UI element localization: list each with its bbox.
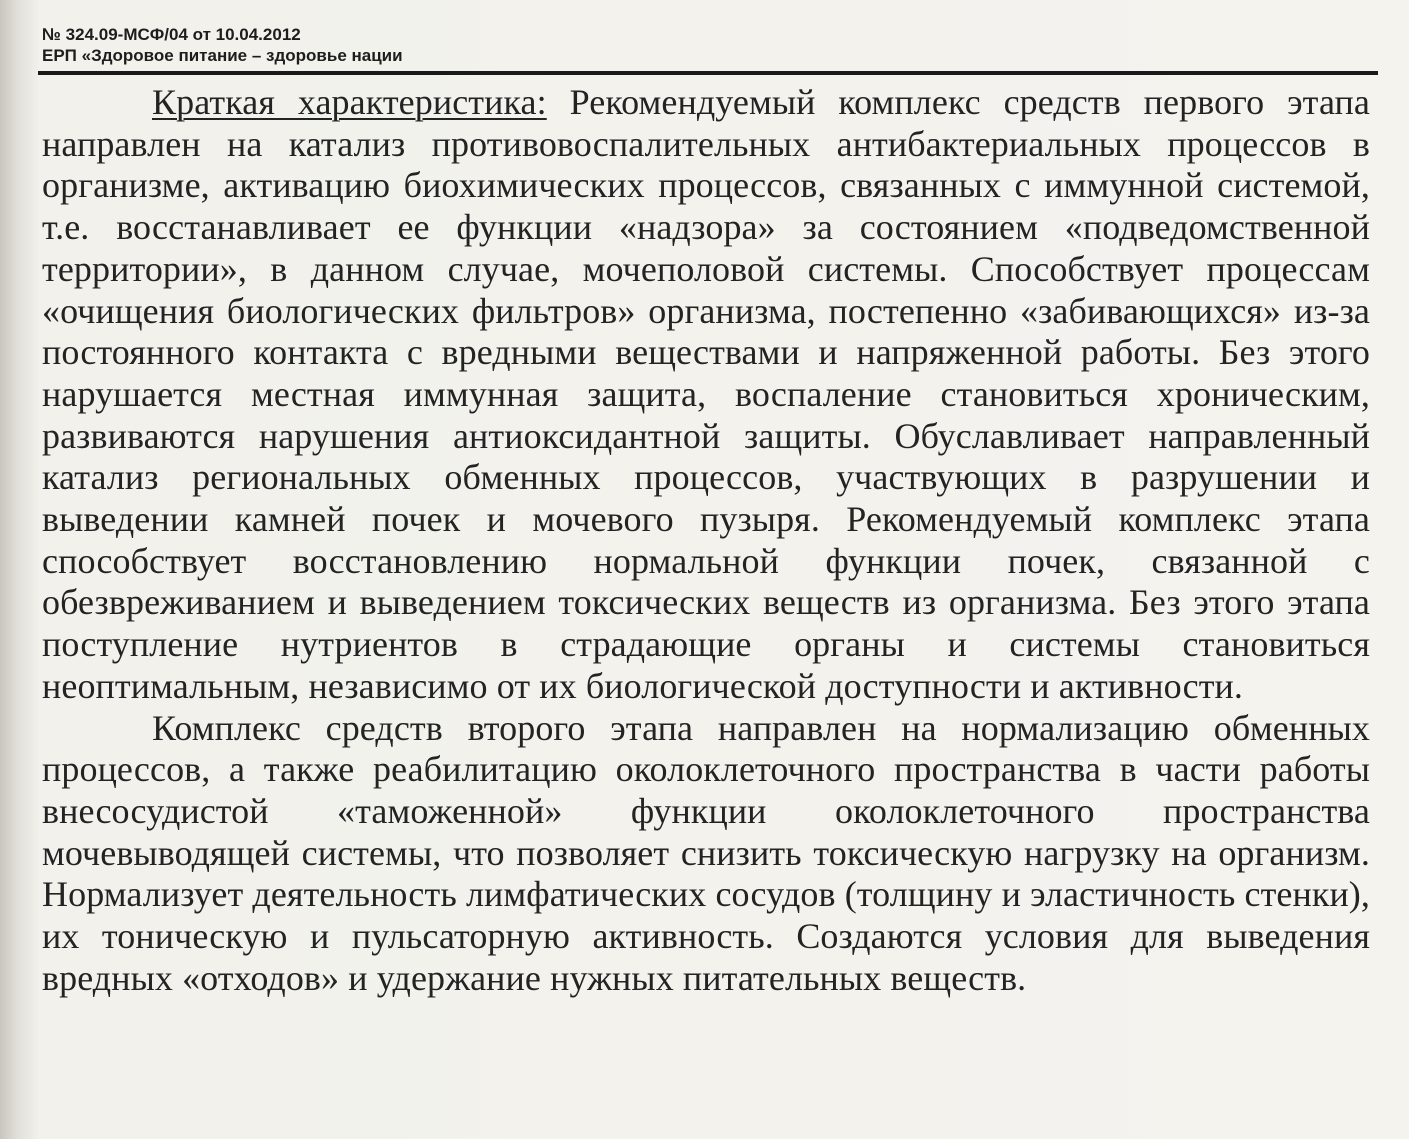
header-program-title: ЕРП «Здоровое питание – здоровье нации	[42, 46, 403, 65]
paragraph-stage-one-text: Рекомендуемый комплекс средств первого этапа направлен на катализ противовоспалительных антибактериальных процессов в организме, активацию биохимических процессов, связанных с иммунной системой, т.е. восстанавливает ее функции «надзора» за состоянием «подведомственной территории», в данном случае, мочеполовой системы. Способствует процессам «очищения биологических фильтров» организма, постепенно «забивающихся» из-за постоянного контакта с вредными веществами и напряженной работы. Без этого нарушается местная иммунная защита, воспаление становиться хроническим, развиваются нарушения антиоксидантной защиты. Обуславливает направленный катализ региональных обменных процессов, участвующих в разрушении и выведении камней почек и мочевого пузыря. Рекомендуемый комплекс этапа способствует восстановлению нормальной функции почек, связанной с обезвреживанием и выведением токсических веществ из организма. Без этого этапа поступление нутриентов в страдающие органы и системы становиться неоптимальным, независимо от их биологической доступности и активности.	[42, 82, 1370, 706]
document-header	[42, 24, 403, 66]
document-body	[42, 82, 1370, 999]
paragraph-stage-one	[42, 82, 1370, 708]
paragraph-lead-heading: Краткая характеристика:	[152, 82, 547, 122]
header-document-number: № 324.09-МСФ/04 от 10.04.2012	[42, 25, 301, 44]
header-divider	[38, 71, 1378, 75]
paragraph-stage-two: Комплекс средств второго этапа направлен на нормализацию обменных процессов, а также реабилитацию околоклеточного пространства в части работы внесосудистой «таможенной» функции околоклеточного пространства мочевыводящей системы, что позволяет снизить токсическую нагрузку на организм. Нормализует деятельность лимфатических сосудов (толщину и эластичность стенки), их тоническую и пульсаторную активность. Создаются условия для выведения вредных «отходов» и удержание нужных питательных веществ.	[42, 707, 1370, 998]
